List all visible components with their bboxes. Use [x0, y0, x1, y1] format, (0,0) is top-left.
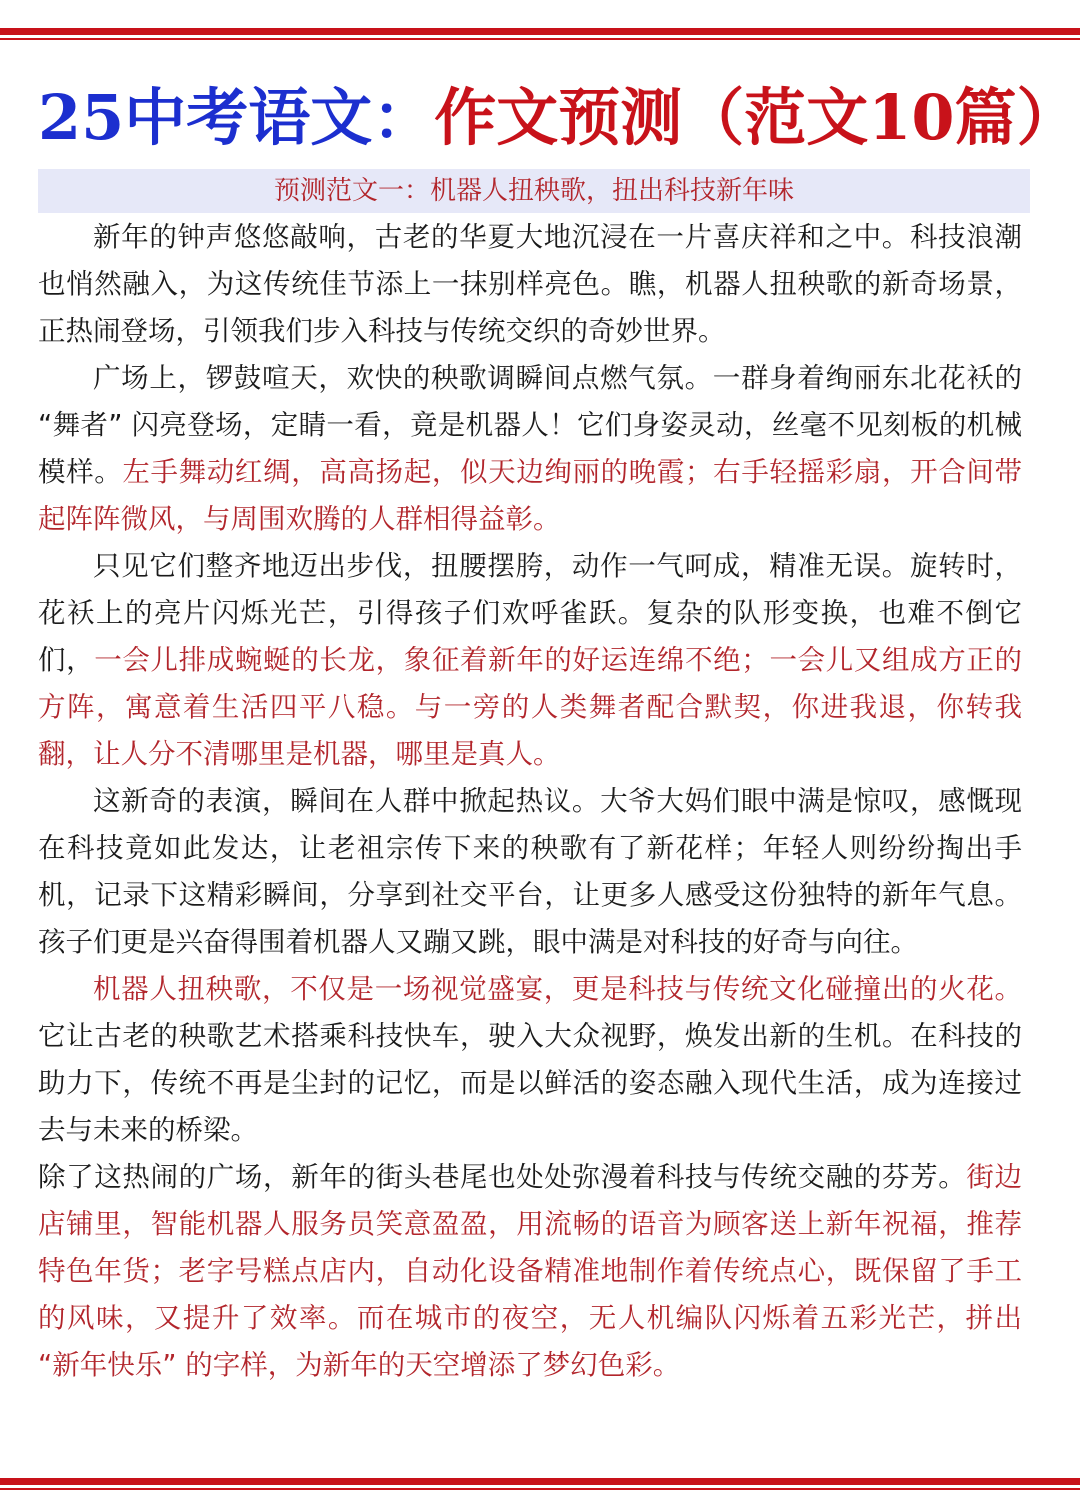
essay-body — [38, 214, 1022, 1389]
top-rule — [0, 28, 1080, 40]
paragraph-2 — [38, 355, 1022, 543]
page-title-part2: 作文预测（范文10篇） — [434, 81, 1079, 154]
paragraph-1 — [38, 214, 1022, 355]
paragraph-2-highlight: 左手舞动红绸，高高扬起，似天边绚丽的晚霞；右手轻摇彩扇，开合间带起阵阵微风，与周围欢腾的人群相得益彰。 — [38, 456, 1023, 535]
paragraph-5 — [38, 966, 1022, 1154]
paragraph-4 — [38, 778, 1022, 966]
essay-subtitle-bar — [38, 169, 1030, 213]
page-title-part1: 25中考语文： — [38, 81, 435, 154]
paragraph-5-highlight: 机器人扭秧歌，不仅是一场视觉盛宴，更是科技与传统文化碰撞出的火花。 — [93, 973, 1022, 1005]
paragraph-2-text: 广场上，锣鼓喧天，欢快的秧歌调瞬间点燃气氛。一群身着绚丽东北花袄的 “舞者” 闪亮登场，定睛一看，竟是机器人！它们身姿灵动，丝毫不见刻板的机械模样。 — [38, 362, 1022, 488]
paragraph-3-highlight: 一会儿排成蜿蜒的长龙，象征着新年的好运连绵不绝；一会儿又组成方正的方阵，寓意着生活四平八稳。与一旁的人类舞者配合默契，你进我退，你转我翻，让人分不清哪里是机器，哪里是真人。 — [38, 644, 1022, 770]
bottom-rule — [0, 1478, 1080, 1490]
paragraph-3 — [38, 543, 1022, 778]
paragraph-5-text: 它让古老的秧歌艺术搭乘科技快车，驶入大众视野，焕发出新的生机。在科技的助力下，传统不再是尘封的记忆，而是以鲜活的姿态融入现代生活，成为连接过去与未来的桥梁。 — [38, 1020, 1022, 1146]
paragraph-1-text: 新年的钟声悠悠敲响，古老的华夏大地沉浸在一片喜庆祥和之中。科技浪潮也悄然融入，为这传统佳节添上一抹别样亮色。瞧，机器人扭秧歌的新奇场景，正热闹登场，引领我们步入科技与传统交织的奇妙世界。 — [38, 221, 1022, 347]
paragraph-3-text: 只见它们整齐地迈出步伐，扭腰摆胯，动作一气呵成，精准无误。旋转时，花袄上的亮片闪烁光芒，引得孩子们欢呼雀跃。复杂的队形变换，也难不倒它们， — [38, 550, 1022, 676]
paragraph-4-text: 这新奇的表演，瞬间在人群中掀起热议。大爷大妈们眼中满是惊叹，感慨现在科技竟如此发达，让老祖宗传下来的秧歌有了新花样；年轻人则纷纷掏出手机，记录下这精彩瞬间，分享到社交平台，让更多人感受这份独特的新年气息。孩子们更是兴奋得围着机器人又蹦又跳，眼中满是对科技的好奇与向往。 — [38, 785, 1022, 958]
page-title — [38, 78, 1079, 158]
paragraph-6 — [38, 1154, 1022, 1389]
essay-subtitle: 预测范文一：机器人扭秧歌，扭出科技新年味 — [273, 176, 794, 206]
paragraph-6-text: 除了这热闹的广场，新年的街头巷尾也处处弥漫着科技与传统交融的芬芳。 — [38, 1161, 967, 1193]
paragraph-6-highlight: 街边店铺里，智能机器人服务员笑意盈盈，用流畅的语音为顾客送上新年祝福，推荐特色年货；老字号糕点店内，自动化设备精准地制作着传统点心，既保留了手工的风味，又提升了效率。而在城市的夜空，无人机编队闪烁着五彩光芒，拼出 “新年快乐” 的字样，为新年的天空增添了梦幻色彩。 — [38, 1161, 1023, 1381]
